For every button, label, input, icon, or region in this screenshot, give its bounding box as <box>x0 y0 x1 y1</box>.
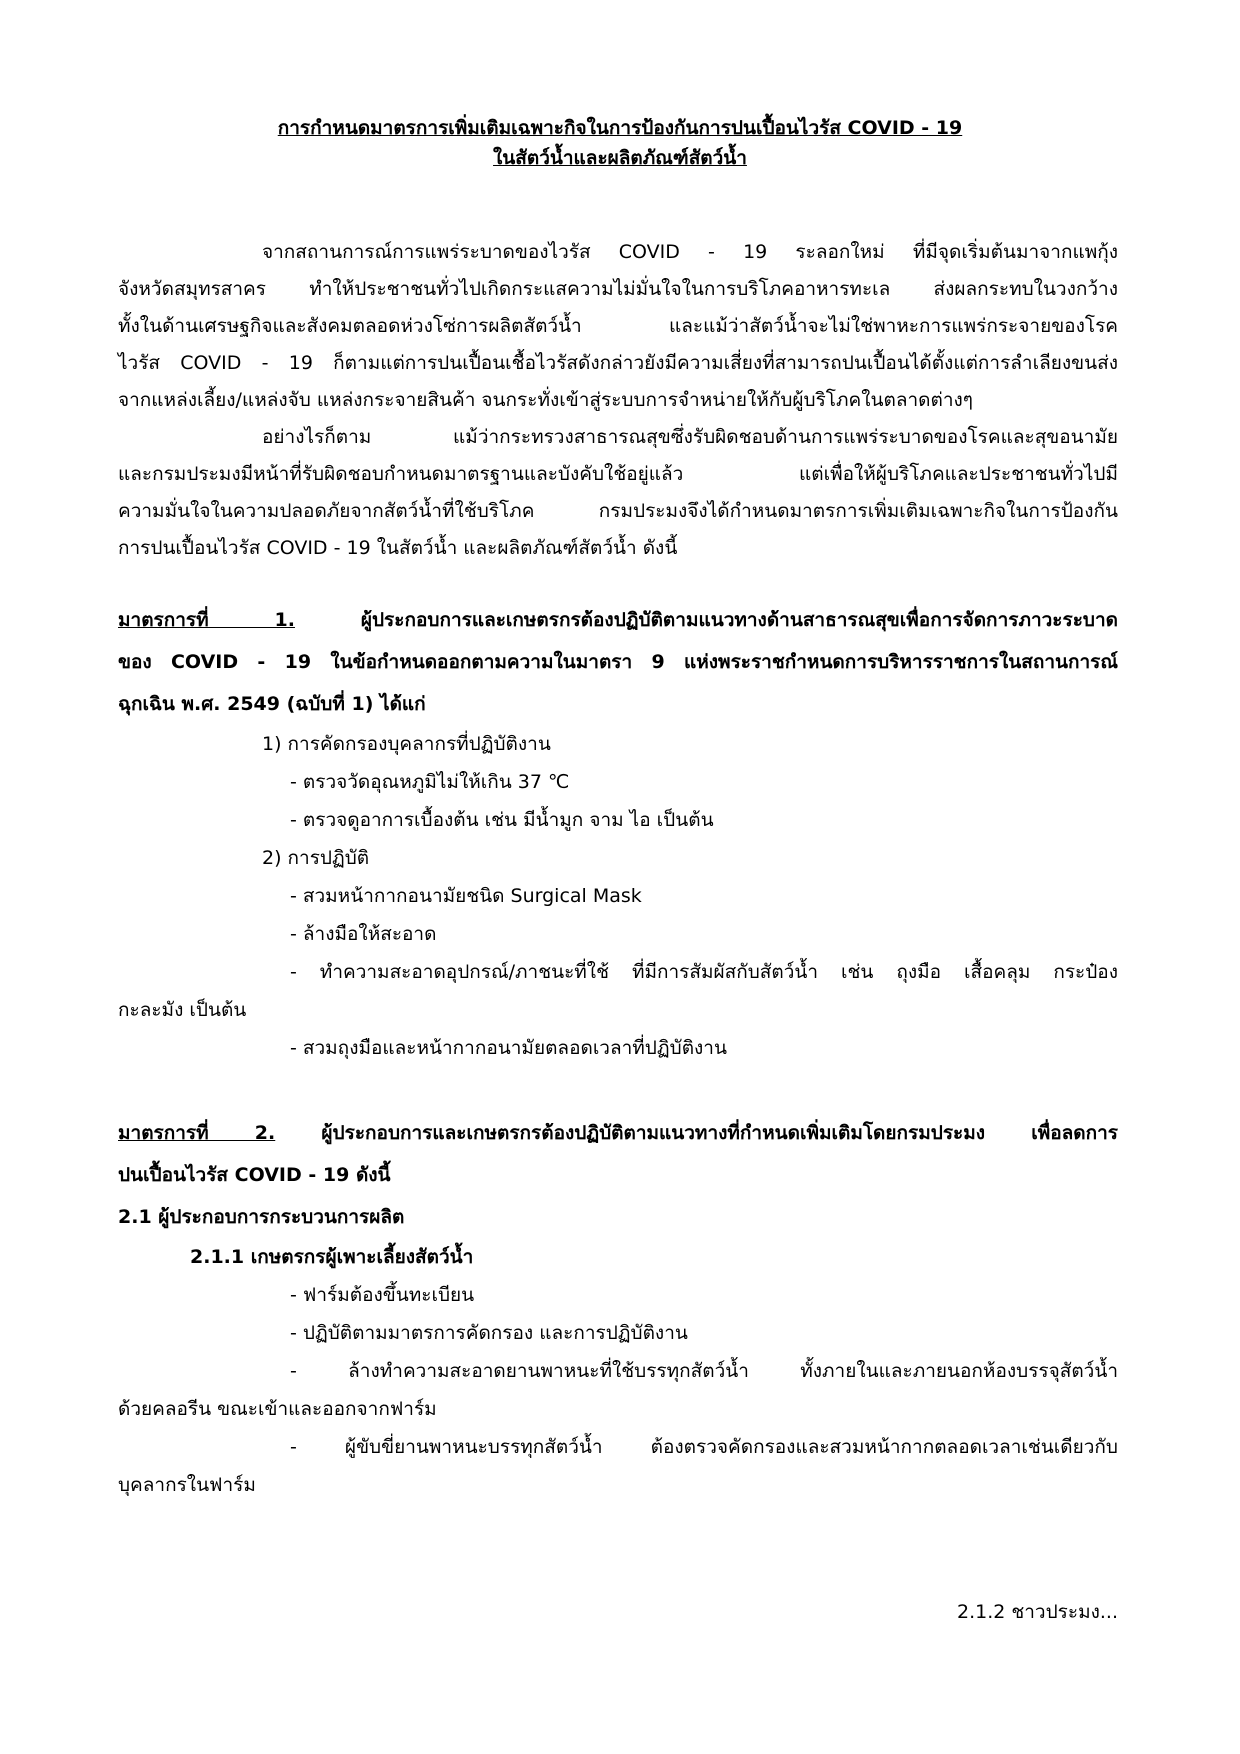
measure-2-label: มาตรการที่ 2. <box>118 1122 276 1144</box>
section-2-1-1-item-3: - ล้างทำความสะอาดยานพาหนะที่ใช้บรรทุกสัตว์น้ำ ทั้งภายในและภายนอกห้องบรรจุสัตว์น้ำ <box>290 1360 1118 1382</box>
measure-1-line-2: ของ COVID - 19 ในข้อกำหนดออกตามความในมาตรา 9 แห่งพระราชกำหนดการบริหารราชการในสถานการณ์ <box>118 651 1118 673</box>
section-2-1-1-item-2: - ปฏิบัติตามมาตรการคัดกรอง และการปฏิบัติงาน <box>290 1322 688 1344</box>
page-continuation: 2.1.2 ชาวประมง... <box>956 1601 1118 1623</box>
measure-1-item-1: 1) การคัดกรองบุคลากรที่ปฏิบัติงาน <box>262 733 551 755</box>
measure-1-item-2-sub-3: - ทำความสะอาดอุปกรณ์/ภาชนะที่ใช้ ที่มีการสัมผัสกับสัตว์น้ำ เช่น ถุงมือ เสื้อคลุม กระป๋อง <box>290 961 1118 983</box>
section-2-1-1-item-4-cont: บุคลากรในฟาร์ม <box>118 1474 256 1496</box>
second-line-4: การปนเปื้อนไวรัส COVID - 19 ในสัตว์น้ำ และผลิตภัณฑ์สัตว์น้ำ ดังนี้ <box>118 537 678 559</box>
measure-2-line-1 <box>118 1114 1118 1152</box>
measure-1-item-2-sub-4: - สวมถุงมือและหน้ากากอนามัยตลอดเวลาที่ปฏิบัติงาน <box>290 1037 727 1059</box>
measure-1-line-1 <box>118 601 1118 639</box>
measure-2-line-2: ปนเปื้อนไวรัส COVID - 19 ดังนี้ <box>118 1164 391 1186</box>
measure-1-label: มาตรการที่ 1. <box>118 609 295 631</box>
second-line-3: ความมั่นใจในความปลอดภัยจากสัตว์น้ำที่ใช้บริโภค กรมประมงจึงได้กำหนดมาตรการเพิ่มเติมเฉพาะกิจในการป้องกัน <box>118 500 1118 522</box>
section-2-1-1-item-3-cont: ด้วยคลอรีน ขณะเข้าและออกจากฟาร์ม <box>118 1398 437 1420</box>
document-title-line-1: การกำหนดมาตรการเพิ่มเติมเฉพาะกิจในการป้องกันการปนเปื้อนไวรัส COVID - 19 <box>277 117 963 139</box>
intro-line-3: ทั้งในด้านเศรษฐกิจและสังคมตลอดห่วงโซ่การผลิตสัตว์น้ำ และแม้ว่าสัตว์น้ำจะไม่ใช่พาหะการแพร่กระจายของโรค <box>118 315 1118 337</box>
measure-1-item-1-sub-2: - ตรวจดูอาการเบื้องต้น เช่น มีน้ำมูก จาม ไอ เป็นต้น <box>290 809 714 831</box>
section-2-1-1-item-4: - ผู้ขับขี่ยานพาหนะบรรทุกสัตว์น้ำ ต้องตรวจคัดกรองและสวมหน้ากากตลอดเวลาเช่นเดียวกับ <box>290 1436 1118 1458</box>
measure-1-item-2: 2) การปฏิบัติ <box>262 847 370 869</box>
measure-1-item-2-sub-3-cont: กะละมัง เป็นต้น <box>118 999 247 1021</box>
intro-line-1: จากสถานการณ์การแพร่ระบาดของไวรัส COVID - 19 ระลอกใหม่ ที่มีจุดเริ่มต้นมาจากแพกุ้ง <box>262 241 1118 263</box>
intro-line-4: ไวรัส COVID - 19 ก็ตามแต่การปนเปื้อนเชื้อไวรัสดังกล่าวยังมีความเสี่ยงที่สามารถปนเปื้อนได้ตั้งแต่การลำเลียงขนส่ง <box>118 352 1118 374</box>
document-title-line-2: ในสัตว์น้ำและผลิตภัณฑ์สัตว์น้ำ <box>493 147 747 169</box>
section-2-1-1-item-1: - ฟาร์มต้องขึ้นทะเบียน <box>290 1284 475 1306</box>
section-2-1-1-heading: 2.1.1 เกษตรกรผู้เพาะเลี้ยงสัตว์น้ำ <box>190 1246 474 1268</box>
measure-1-item-1-sub-1: - ตรวจวัดอุณหภูมิไม่ให้เกิน 37 ℃ <box>290 771 570 793</box>
second-line-2: และกรมประมงมีหน้าที่รับผิดชอบกำหนดมาตรฐานและบังคับใช้อยู่แล้ว แต่เพื่อให้ผู้บริโภคและประชาชนทั่วไปมี <box>118 463 1118 485</box>
intro-line-2: จังหวัดสมุทรสาคร ทำให้ประชาชนทั่วไปเกิดกระแสความไม่มั่นใจในการบริโภคอาหารทะเล ส่งผลกระทบในวงกว้าง <box>118 278 1118 300</box>
measure-1-item-2-sub-1: - สวมหน้ากากอนามัยชนิด Surgical Mask <box>290 885 642 907</box>
measure-1-line-3: ฉุกเฉิน พ.ศ. 2549 (ฉบับที่ 1) ได้แก่ <box>118 693 426 715</box>
measure-1-text: ผู้ประกอบการและเกษตรกรต้องปฏิบัติตามแนวทางด้านสาธารณสุขเพื่อการจัดการภาวะระบาด <box>360 609 1118 631</box>
measure-1-item-2-sub-2: - ล้างมือให้สะอาด <box>290 923 437 945</box>
intro-line-5: จากแหล่งเลี้ยง/แหล่งจับ แหล่งกระจายสินค้า จนกระทั่งเข้าสู่ระบบการจำหน่ายให้กับผู้บริโภคในตลาดต่างๆ <box>118 389 973 411</box>
measure-2-text: ผู้ประกอบการและเกษตรกรต้องปฏิบัติตามแนวทางที่กำหนดเพิ่มเติมโดยกรมประมง เพื่อลดการ <box>321 1122 1118 1144</box>
second-line-1: อย่างไรก็ตาม แม้ว่ากระทรวงสาธารณสุขซึ่งรับผิดชอบด้านการแพร่ระบาดของโรคและสุขอนามัย <box>262 426 1118 448</box>
section-2-1-heading: 2.1 ผู้ประกอบการกระบวนการผลิต <box>118 1206 405 1228</box>
